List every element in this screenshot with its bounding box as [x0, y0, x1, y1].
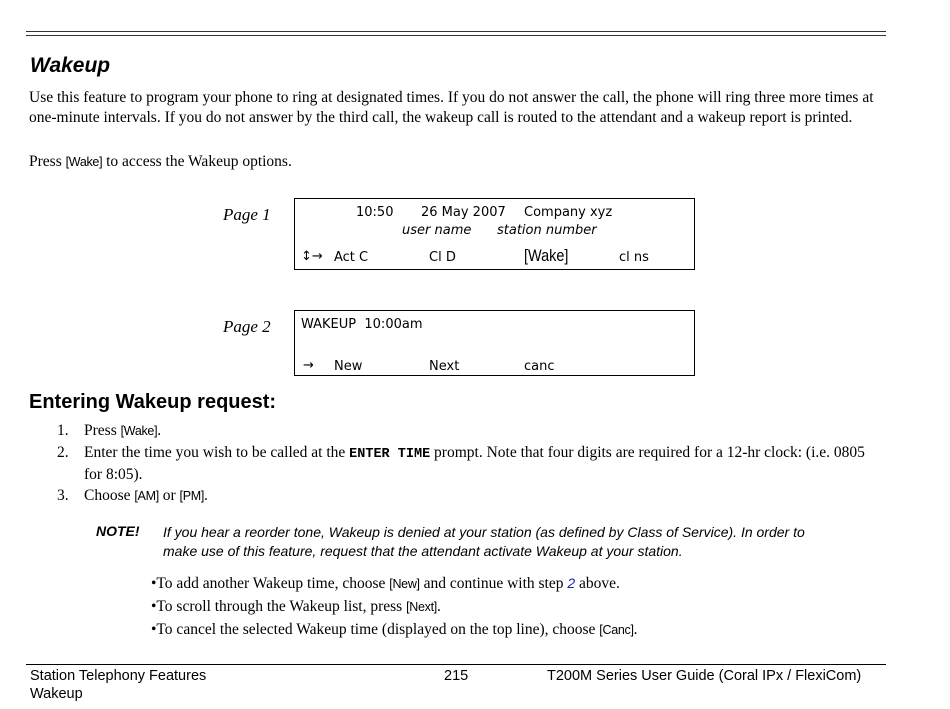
softkey-new[interactable]: New — [334, 359, 363, 374]
note-text: If you hear a reorder tone, Wakeup is denied at your station (as defined by Class of Service). In order to make use of this feature, request that the attendant activate Wakeup at your station. — [163, 524, 805, 559]
wake-key: [Wake] — [120, 424, 158, 438]
section-heading: Entering Wakeup request: — [29, 391, 277, 413]
scroll-arrow-icon: ↕→ — [301, 249, 323, 264]
note-label: NOTE! — [96, 523, 140, 539]
softkey-next[interactable]: Next — [429, 359, 460, 374]
new-key: [New] — [389, 577, 420, 591]
softkey-wake[interactable]: [Wake] — [524, 246, 569, 265]
wake-key: [Wake] — [65, 155, 103, 169]
footer-section: Station Telephony Features — [30, 668, 207, 684]
canc-key: [Canc] — [599, 623, 634, 637]
bullet-add: •To add another Wakeup time, choose [New] and continue with step 2 above. — [151, 575, 620, 592]
footer-rule — [26, 664, 886, 665]
display-wakeup-status: WAKEUP 10:00am — [301, 317, 423, 332]
bullet-scroll: •To scroll through the Wakeup list, press [Next]. — [151, 598, 441, 615]
display-page1 — [294, 198, 695, 270]
softkey-cl-ns[interactable]: cl ns — [619, 250, 649, 265]
footer-subsection: Wakeup — [30, 686, 83, 702]
footer-guide-title: T200M Series User Guide (Coral IPx / FlexiCom) — [547, 668, 862, 684]
page-number: 215 — [444, 668, 469, 684]
page-title: Wakeup — [30, 54, 111, 77]
top-rule-double — [26, 35, 886, 36]
display-user-name: user name — [402, 223, 472, 238]
intro-paragraph: Use this feature to program your phone to ring at designated times. If you do not answer the call, the phone will ring three more times at one-minute intervals. If you do not answer by the third call, the wakeup call is routed to the attendant and a wakeup report is printed. — [29, 89, 874, 126]
softkey-cl-d[interactable]: Cl D — [429, 250, 456, 265]
display-station-number: station number — [497, 223, 597, 238]
bullet-cancel: •To cancel the selected Wakeup time (displayed on the top line), choose [Canc]. — [151, 621, 638, 638]
next-key: [Next] — [406, 600, 437, 614]
page2-label: Page 2 — [223, 317, 271, 336]
enter-time-prompt: ENTER TIME — [349, 447, 431, 462]
softkey-act-c[interactable]: Act C — [334, 250, 369, 265]
display-date: 26 May 2007 — [421, 205, 506, 220]
display-company: Company xyz — [524, 205, 613, 220]
display-time: 10:50 — [356, 205, 394, 220]
am-key: [AM] — [134, 489, 159, 503]
softkey-canc[interactable]: canc — [524, 359, 555, 374]
step-2-link[interactable]: 2 — [567, 575, 576, 591]
pm-key: [PM] — [179, 489, 205, 503]
top-rule — [26, 31, 886, 32]
press-instruction: Press [Wake] to access the Wakeup options. — [29, 153, 292, 170]
display-page2 — [294, 310, 695, 376]
page1-label: Page 1 — [223, 205, 271, 224]
right-arrow-icon: → — [303, 358, 314, 373]
